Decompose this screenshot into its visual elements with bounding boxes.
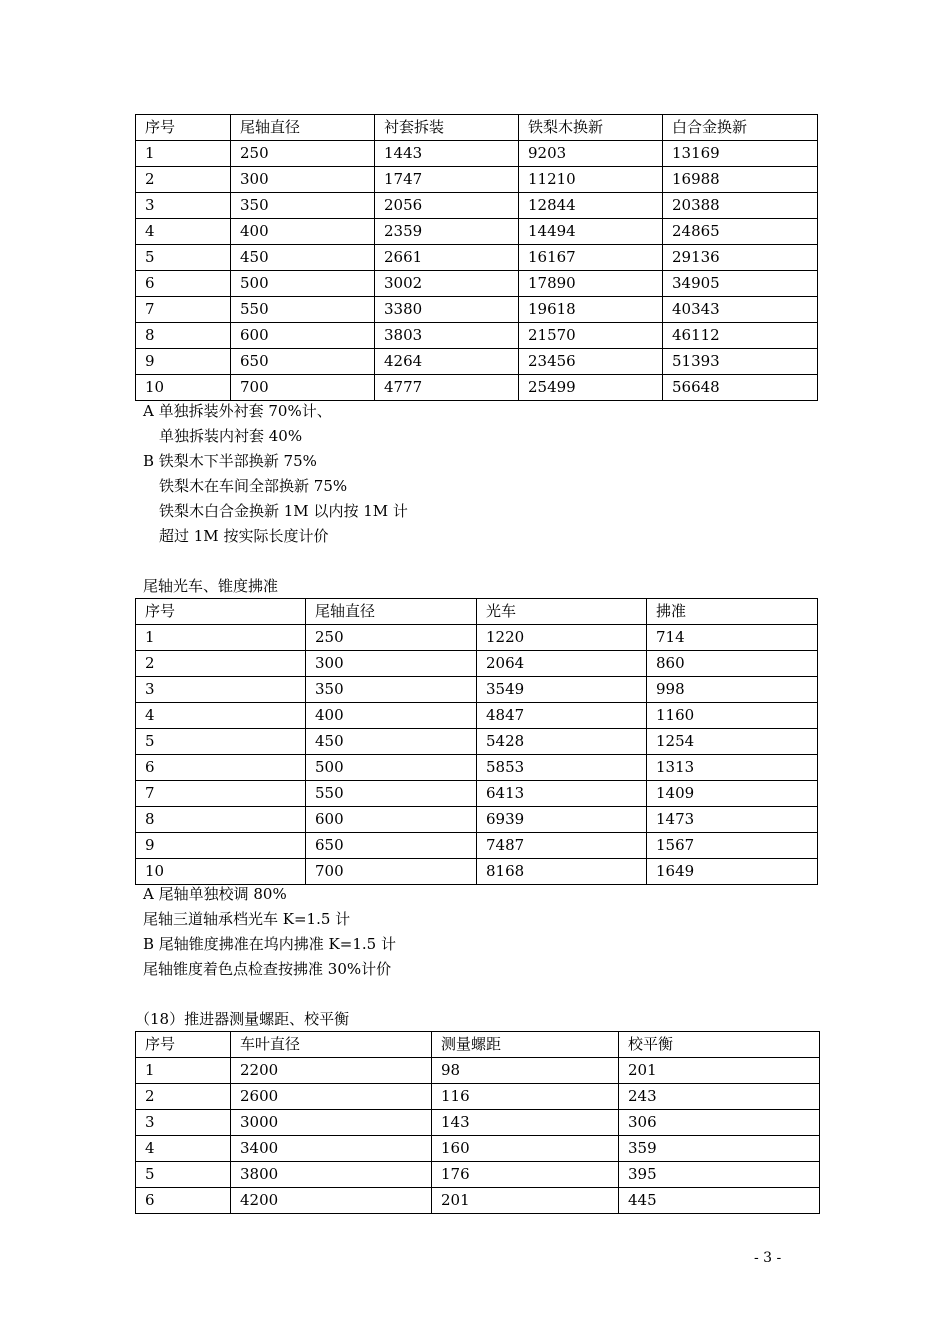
column-header: 序号 <box>136 599 306 625</box>
note-three-bearing-turning: 尾轴三道轴承档光车 K=1.5 计 <box>143 910 351 928</box>
table-cell: 6 <box>136 1188 231 1214</box>
table-cell: 160 <box>432 1136 619 1162</box>
table-cell: 250 <box>231 141 375 167</box>
column-header: 光车 <box>477 599 647 625</box>
table-cell: 13169 <box>663 141 818 167</box>
table-cell: 20388 <box>663 193 818 219</box>
table-cell: 2 <box>136 1084 231 1110</box>
table-cell: 21570 <box>519 323 663 349</box>
table-row <box>136 755 818 781</box>
table-cell: 56648 <box>663 375 818 401</box>
column-header: 序号 <box>136 1032 231 1058</box>
note-lignum-workshop: 铁梨木在车间全部换新 75% <box>159 477 348 495</box>
table-cell: 9 <box>136 833 306 859</box>
table-cell: 4264 <box>375 349 519 375</box>
table-cell: 600 <box>306 807 477 833</box>
section-title-propeller: （18）推进器测量螺距、校平衡 <box>135 1010 350 1028</box>
table-cell: 7487 <box>477 833 647 859</box>
table-cell: 23456 <box>519 349 663 375</box>
table-cell: 1 <box>136 1058 231 1084</box>
table-cell: 350 <box>231 193 375 219</box>
table-header-row <box>136 1032 820 1058</box>
page-number: - 3 - <box>754 1250 782 1266</box>
table-cell: 3803 <box>375 323 519 349</box>
table-cell: 2200 <box>231 1058 432 1084</box>
table-cell: 176 <box>432 1162 619 1188</box>
table-row <box>136 729 818 755</box>
table-cell: 143 <box>432 1110 619 1136</box>
table-cell: 3 <box>136 1110 231 1136</box>
note-lignum-lower-half: B 铁梨木下半部换新 75% <box>143 452 317 470</box>
table-cell: 3549 <box>477 677 647 703</box>
column-header: 车叶直径 <box>231 1032 432 1058</box>
table-cell: 650 <box>306 833 477 859</box>
table-cell: 1649 <box>647 859 818 885</box>
table-cell: 3002 <box>375 271 519 297</box>
table-cell: 11210 <box>519 167 663 193</box>
table-row <box>136 245 818 271</box>
table-cell: 1220 <box>477 625 647 651</box>
table-cell: 25499 <box>519 375 663 401</box>
table-cell: 250 <box>306 625 477 651</box>
table-cell: 450 <box>306 729 477 755</box>
table-row <box>136 703 818 729</box>
note-taper-dock: B 尾轴锥度拂准在坞内拂准 K=1.5 计 <box>143 935 396 953</box>
table-cell: 7 <box>136 781 306 807</box>
table-cell: 4200 <box>231 1188 432 1214</box>
table-cell: 3400 <box>231 1136 432 1162</box>
table-cell: 395 <box>619 1162 820 1188</box>
table-row <box>136 349 818 375</box>
table-cell: 2 <box>136 167 231 193</box>
table-cell: 5 <box>136 1162 231 1188</box>
table-cell: 9 <box>136 349 231 375</box>
table-cell: 8 <box>136 807 306 833</box>
table-cell: 4 <box>136 703 306 729</box>
table-cell: 1747 <box>375 167 519 193</box>
table-cell: 4777 <box>375 375 519 401</box>
column-header: 校平衡 <box>619 1032 820 1058</box>
table-cell: 650 <box>231 349 375 375</box>
table-row <box>136 271 818 297</box>
table-cell: 1160 <box>647 703 818 729</box>
table-cell: 1313 <box>647 755 818 781</box>
shaft-turning-price-table <box>135 598 818 885</box>
table-cell: 24865 <box>663 219 818 245</box>
table-cell: 201 <box>432 1188 619 1214</box>
table-cell: 40343 <box>663 297 818 323</box>
table-row <box>136 651 818 677</box>
table-cell: 9203 <box>519 141 663 167</box>
table-cell: 29136 <box>663 245 818 271</box>
table-cell: 300 <box>231 167 375 193</box>
table-row <box>136 297 818 323</box>
table-cell: 12844 <box>519 193 663 219</box>
table-cell: 2661 <box>375 245 519 271</box>
table-header-row <box>136 115 818 141</box>
table-row <box>136 677 818 703</box>
table-cell: 860 <box>647 651 818 677</box>
table-cell: 600 <box>231 323 375 349</box>
table-cell: 16167 <box>519 245 663 271</box>
shaft-bearing-price-table <box>135 114 818 401</box>
section-title-shaft-turning: 尾轴光车、锥度拂准 <box>143 577 279 595</box>
table-cell: 8 <box>136 323 231 349</box>
column-header: 尾轴直径 <box>231 115 375 141</box>
table-cell: 6 <box>136 755 306 781</box>
table-row <box>136 167 818 193</box>
table-cell: 51393 <box>663 349 818 375</box>
note-outer-bushing: A 单独拆装外衬套 70%计、 <box>143 402 332 420</box>
table-cell: 2359 <box>375 219 519 245</box>
table-cell: 98 <box>432 1058 619 1084</box>
table-cell: 306 <box>619 1110 820 1136</box>
table-cell: 2064 <box>477 651 647 677</box>
table-cell: 5428 <box>477 729 647 755</box>
column-header: 尾轴直径 <box>306 599 477 625</box>
table-row <box>136 625 818 651</box>
table-row <box>136 859 818 885</box>
table-row <box>136 1110 820 1136</box>
table-cell: 400 <box>306 703 477 729</box>
table-cell: 34905 <box>663 271 818 297</box>
table-cell: 14494 <box>519 219 663 245</box>
note-over-1m: 超过 1M 按实际长度计价 <box>159 527 329 545</box>
table-cell: 550 <box>306 781 477 807</box>
note-shaft-alignment: A 尾轴单独校调 80% <box>143 885 287 903</box>
table-cell: 17890 <box>519 271 663 297</box>
table-cell: 445 <box>619 1188 820 1214</box>
table-row <box>136 833 818 859</box>
table-cell: 300 <box>306 651 477 677</box>
table-cell: 700 <box>231 375 375 401</box>
table-cell: 2 <box>136 651 306 677</box>
table-row <box>136 1162 820 1188</box>
table-row <box>136 219 818 245</box>
table-row <box>136 141 818 167</box>
table-cell: 46112 <box>663 323 818 349</box>
note-inner-bushing: 单独拆装内衬套 40% <box>159 427 303 445</box>
table-cell: 6 <box>136 271 231 297</box>
column-header: 铁梨木换新 <box>519 115 663 141</box>
table-row <box>136 1136 820 1162</box>
table-cell: 16988 <box>663 167 818 193</box>
table-cell: 4 <box>136 1136 231 1162</box>
column-header: 衬套拆装 <box>375 115 519 141</box>
note-lignum-babbitt: 铁梨木白合金换新 1M 以内按 1M 计 <box>159 502 408 520</box>
table-cell: 3 <box>136 193 231 219</box>
table-cell: 1443 <box>375 141 519 167</box>
table-cell: 450 <box>231 245 375 271</box>
table-row <box>136 781 818 807</box>
table-cell: 1567 <box>647 833 818 859</box>
table-cell: 2600 <box>231 1084 432 1110</box>
table-cell: 6939 <box>477 807 647 833</box>
propeller-price-table <box>135 1031 820 1214</box>
column-header: 测量螺距 <box>432 1032 619 1058</box>
table-cell: 1473 <box>647 807 818 833</box>
column-header: 拂准 <box>647 599 818 625</box>
column-header: 序号 <box>136 115 231 141</box>
table-cell: 116 <box>432 1084 619 1110</box>
table-cell: 243 <box>619 1084 820 1110</box>
table-cell: 400 <box>231 219 375 245</box>
table-cell: 10 <box>136 375 231 401</box>
table-row <box>136 807 818 833</box>
table-cell: 4847 <box>477 703 647 729</box>
table-cell: 1 <box>136 625 306 651</box>
table-cell: 3000 <box>231 1110 432 1136</box>
table-cell: 998 <box>647 677 818 703</box>
column-header: 白合金换新 <box>663 115 818 141</box>
table-row <box>136 1188 820 1214</box>
table-cell: 359 <box>619 1136 820 1162</box>
table-row <box>136 323 818 349</box>
table-cell: 700 <box>306 859 477 885</box>
table-row <box>136 1058 820 1084</box>
table-cell: 19618 <box>519 297 663 323</box>
table-cell: 2056 <box>375 193 519 219</box>
note-taper-color-check: 尾轴锥度着色点检查按拂准 30%计价 <box>143 960 392 978</box>
table-cell: 3800 <box>231 1162 432 1188</box>
table-cell: 10 <box>136 859 306 885</box>
table-cell: 5 <box>136 245 231 271</box>
table-cell: 6413 <box>477 781 647 807</box>
table-header-row <box>136 599 818 625</box>
table-cell: 500 <box>231 271 375 297</box>
table-cell: 1409 <box>647 781 818 807</box>
table-row <box>136 1084 820 1110</box>
table-cell: 500 <box>306 755 477 781</box>
table-cell: 3 <box>136 677 306 703</box>
table-cell: 550 <box>231 297 375 323</box>
table-row <box>136 193 818 219</box>
table-cell: 1254 <box>647 729 818 755</box>
table-cell: 8168 <box>477 859 647 885</box>
table-cell: 714 <box>647 625 818 651</box>
table-cell: 350 <box>306 677 477 703</box>
table-cell: 3380 <box>375 297 519 323</box>
table-cell: 201 <box>619 1058 820 1084</box>
table-cell: 4 <box>136 219 231 245</box>
table-cell: 5 <box>136 729 306 755</box>
table-row <box>136 375 818 401</box>
table-cell: 1 <box>136 141 231 167</box>
table-cell: 7 <box>136 297 231 323</box>
table-cell: 5853 <box>477 755 647 781</box>
